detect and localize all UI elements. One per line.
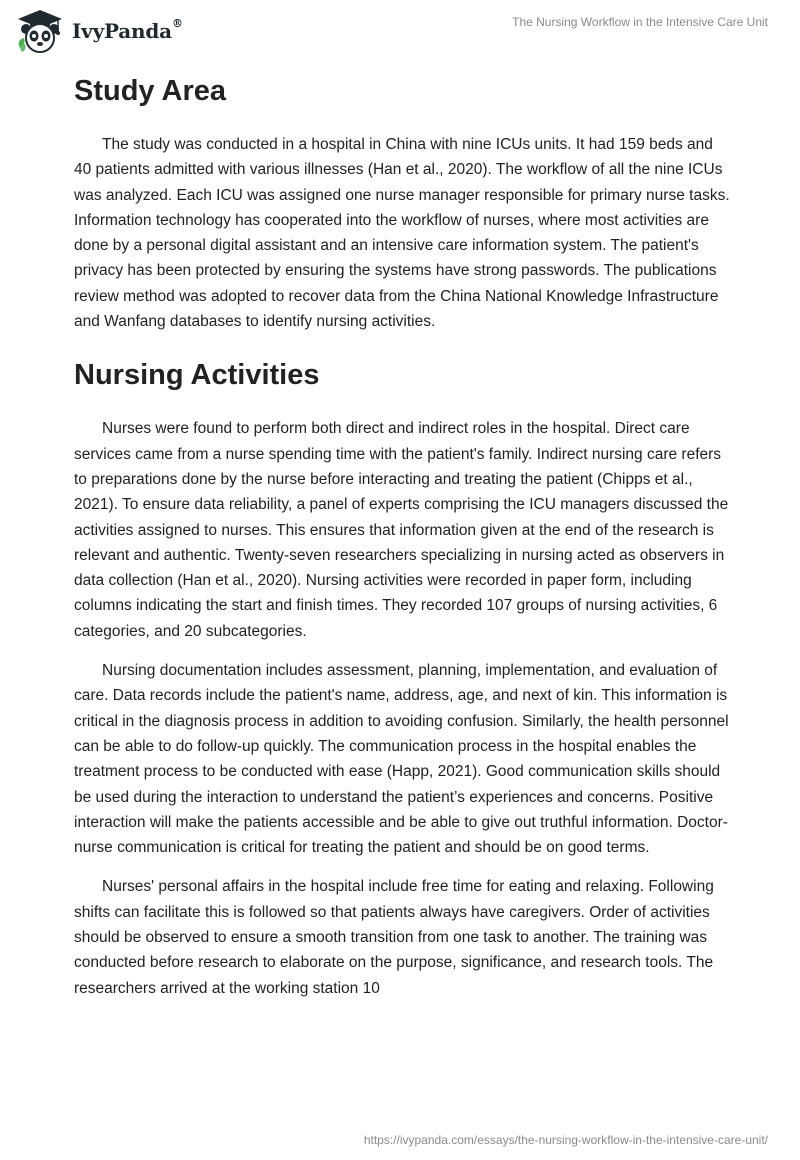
ivypanda-logo[interactable] — [14, 8, 183, 54]
essay-body — [74, 72, 734, 1015]
paragraph: Nursing documentation includes assessment, planning, implementation, and evaluation of care. Data records include the patient's name, address, age, and next of kin. This information is critical in the diagnosis process in addition to avoiding confusion. Similarly, the health personnel can be able to do follow-up quickly. The communication process in the hospital enables the treatment process to be conducted with ease (Happ, 2021). Good communication skills should be used during the interaction to understand the patient’s experiences and concerns. Positive interaction will make the patients accessible and be able to give out truthful information. Doctor-nurse communication is critical for treating the patient and should be on good terms. — [74, 662, 729, 857]
paragraph: Nurses were found to perform both direct and indirect roles in the hospital. Direct care services came from a nurse spending time with the patient's family. Indirect nursing care refers to preparations done by the nurse before interacting and treating the patient (Chipps et al., 2021). To ensure data reliability, a panel of experts comprising the ICU managers discussed the activities assigned to nurses. This ensures that information given at the end of the research is relevant and authentic. Twenty-seven researchers specializing in nursing acted as observers in data collection (Han et al., 2020). Nursing activities were recorded in paper form, including columns indicating the start and finish times. They recorded 107 groups of nursing activities, 6 categories, and 20 subcategories. — [74, 420, 729, 640]
page-header — [0, 0, 800, 64]
section-heading-study-area: Study Area — [74, 75, 227, 107]
panda-graduate-icon — [14, 8, 66, 54]
source-url-link[interactable]: https://ivypanda.com/essays/the-nursing-workflow-in-the-intensive-care-unit/ — [363, 1133, 768, 1147]
section-heading-nursing-activities: Nursing Activities — [74, 359, 320, 392]
brand-name: IvyPanda® — [72, 17, 183, 43]
paragraph: The study was conducted in a hospital in China with nine ICUs units. It had 159 beds and 40 patients admitted with various illnesses (Han et al., 2020). The workflow of all the nine ICUs was analyzed. Each ICU was assigned one nurse manager responsible for primary nurse tasks. Information technology has cooperated into the workflow of nurses, where most activities are done by a personal digital assistant and an intensive care information system. The patient's privacy has been protected by ensuring the systems have strong passwords. The publications review method was adopted to recover data from the China National Knowledge Infrastructure and Wanfang databases to identify nursing activities. — [74, 136, 730, 331]
paragraph: Nurses' personal affairs in the hospital include free time for eating and relaxing. Following shifts can facilitate this is followed so that patients always have caregivers. Order of activities should be observed to ensure a smooth transition from one task to another. The training was conducted before research to elaborate on the purpose, significance, and research tools. The researchers arrived at the working station 10 — [74, 878, 714, 997]
document-title: The Nursing Workflow in the Intensive Care Unit — [512, 15, 768, 29]
